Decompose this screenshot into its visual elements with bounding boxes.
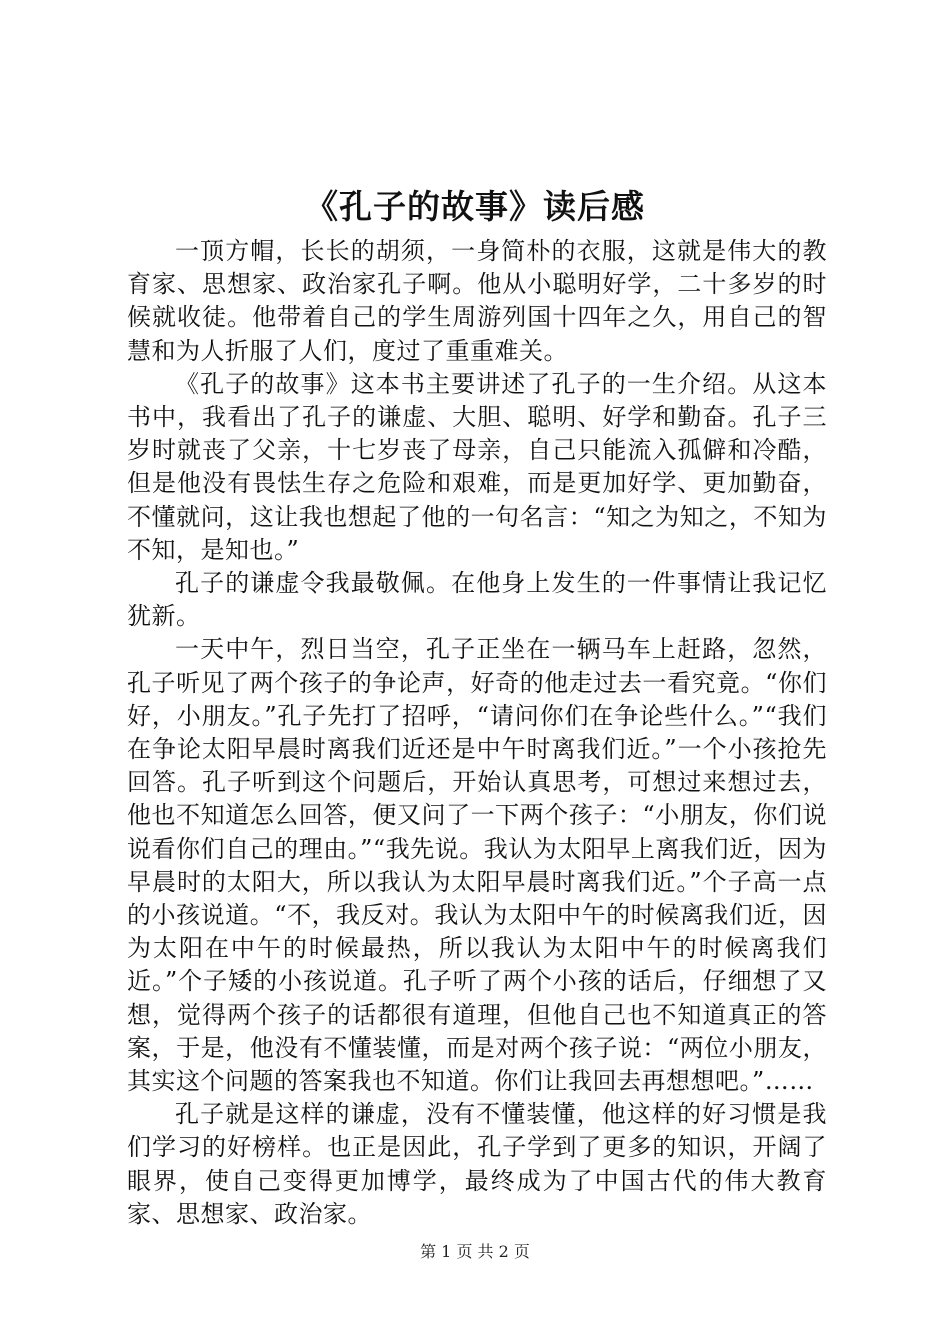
paragraph-3: 孔子的谦虚令我最敬佩。在他身上发生的一件事情让我记忆犹新。 [127,569,827,631]
page-number-footer: 第 1 页 共 2 页 [420,1242,530,1261]
paragraph-4: 一天中午，烈日当空，孔子正坐在一辆马车上赶路，忽然，孔子听见了两个孩子的争论声，好奇的他走过去一看究竟。“你们好，小朋友。”孔子先打了招呼，“请问你们在争论些什么。”“我们在争论太阳早晨时离我们近还是中午时离我们近。”一个小孩抢先回答。孔子听到这个问题后，开始认真思考，可想过来想过去，他也不知道怎么回答，便又问了一下两个孩子：“小朋友，你们说说看你们自己的理由。”“我先说。我认为太阳早上离我们近，因为早晨时的太阳大，所以我认为太阳早晨时离我们近。”个子高一点的小孩说道。“不，我反对。我认为太阳中午的时候离我们近，因为太阳在中午的时候最热，所以我认为太阳中午的时候离我们近。”个子矮的小孩说道。孔子听了两个小孩的话后，仔细想了又想，觉得两个孩子的话都很有道理，但他自己也不知道真正的答案，于是，他没有不懂装懂，而是对两个孩子说：“两位小朋友，其实这个问题的答案我也不知道。你们让我回去再想想吧。”…… [127,635,827,1096]
paragraph-5: 孔子就是这样的谦虚，没有不懂装懂，他这样的好习惯是我们学习的好榜样。也正是因此，孔子学到了更多的知识，开阔了眼界，使自己变得更加博学，最终成为了中国古代的伟大教育家、思想家、政治家。 [127,1100,827,1228]
document-title: 《孔子的故事》读后感 [305,187,645,226]
paragraph-1: 一顶方帽，长长的胡须，一身简朴的衣服，这就是伟大的教育家、思想家、政治家孔子啊。他从小聪明好学，二十多岁的时候就收徒。他带着自己的学生周游列国十四年之久，用自己的智慧和为人折服了人们，度过了重重难关。 [127,237,827,365]
document-body [127,235,827,1231]
paragraph-2: 《孔子的故事》这本书主要讲述了孔子的一生介绍。从这本书中，我看出了孔子的谦虚、大胆、聪明、好学和勤奋。孔子三岁时就丧了父亲，十七岁丧了母亲，自己只能流入孤僻和冷酷，但是他没有畏怯生存之危险和艰难，而是更加好学、更加勤奋，不懂就问，这让我也想起了他的一句名言：“知之为知之，不知为不知，是知也。” [127,369,827,564]
